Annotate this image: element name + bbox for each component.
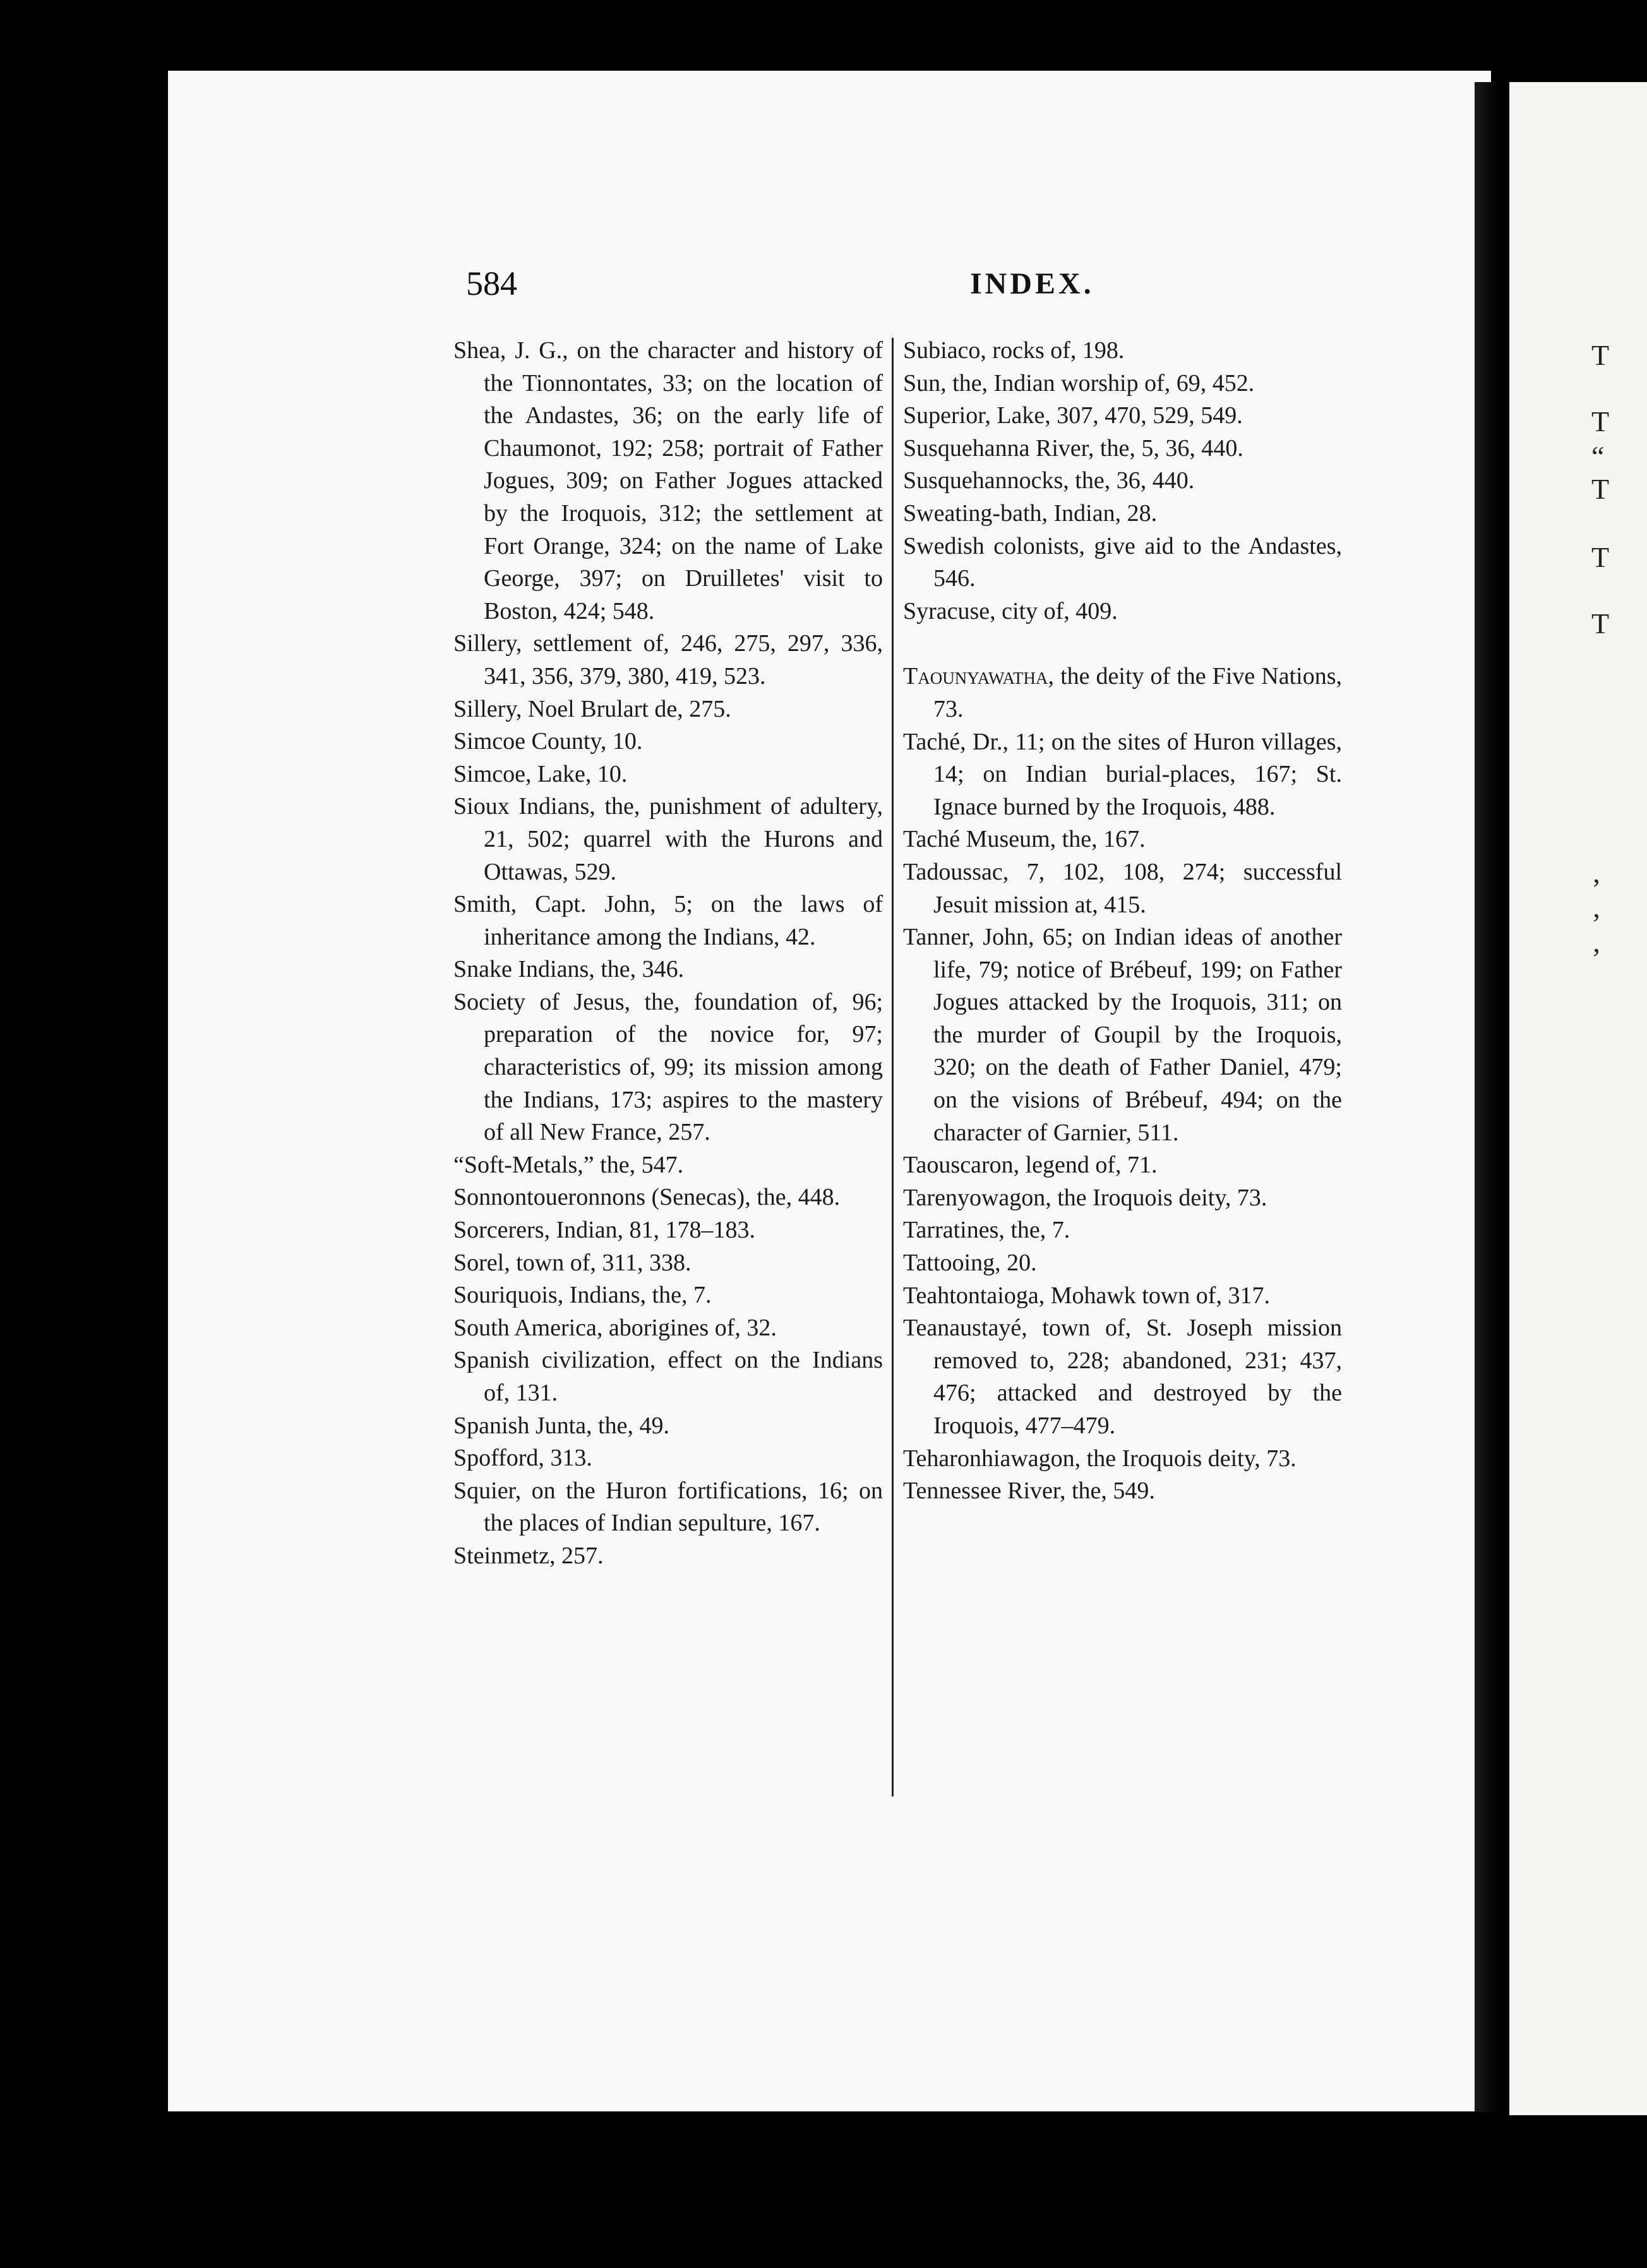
index-entry: Spanish Junta, the, 49.: [453, 1412, 669, 1439]
index-entry: Simcoe, Lake, 10.: [453, 760, 628, 787]
index-entry: Sioux Indians, the, punishment of adultery, 21, 502; quarrel with the Hurons and Ottawas, 529.: [453, 793, 883, 885]
index-entry: Superior, Lake, 307, 470, 529, 549.: [903, 402, 1243, 429]
column-rule: [892, 338, 894, 1796]
gutter-shadow: [1475, 82, 1500, 2112]
index-entry: Susquehanna River, the, 5, 36, 440.: [903, 434, 1243, 462]
page-number: 584: [466, 265, 517, 302]
index-entry: Tarratines, the, 7.: [903, 1217, 1070, 1244]
index-heading-small-caps: Taounyawatha: [903, 663, 1048, 690]
facing-page-letter: ’: [1591, 907, 1602, 940]
index-entry: South America, aborigines of, 32.: [453, 1314, 777, 1341]
facing-page-letter: T: [1591, 473, 1610, 505]
index-column-left: [453, 335, 883, 1573]
index-entry: Taché Museum, the, 167.: [903, 826, 1146, 853]
index-column-right: [903, 335, 1342, 1508]
facing-page-letter: “: [1591, 440, 1605, 472]
index-entry: Sweating-bath, Indian, 28.: [903, 499, 1158, 527]
index-entry-text: , the deity of the Five Nations, 73.: [933, 663, 1342, 722]
index-entry: “Soft-Metals,” the, 547.: [453, 1151, 684, 1178]
index-entry: Swedish colonists, give aid to the Andastes, 546.: [903, 532, 1342, 592]
index-entry: Sorel, town of, 311, 338.: [453, 1249, 692, 1276]
index-entry: Teanaustayé, town of, St. Joseph mission removed to, 228; abandoned, 231; 437, 476; attacked and destroyed by the Iroquois, 477–479.: [903, 1315, 1342, 1439]
page-header: [296, 264, 1357, 308]
index-entry: Sonnontoueronnons (Senecas), the, 448.: [453, 1184, 841, 1211]
index-entry: Squier, on the Huron fortifications, 16; on the places of Indian sepulture, 167.: [453, 1477, 883, 1537]
index-entry: Teahtontaioga, Mohawk town of, 317.: [903, 1282, 1270, 1309]
facing-page-letter: T: [1591, 405, 1610, 438]
index-entry: Simcoe County, 10.: [453, 728, 643, 755]
index-entry: Taouscaron, legend of, 71.: [903, 1152, 1158, 1179]
index-entry: Tadoussac, 7, 102, 108, 274; successful Jesuit mission at, 415.: [903, 858, 1342, 918]
index-entry: Sillery, settlement of, 246, 275, 297, 336, 341, 356, 379, 380, 419, 523.: [453, 630, 883, 689]
index-entry: Souriquois, Indians, the, 7.: [453, 1282, 712, 1309]
facing-page-letter: T: [1591, 541, 1610, 573]
index-entry: Syracuse, city of, 409.: [903, 597, 1118, 624]
index-entry: Spofford, 313.: [453, 1445, 592, 1472]
facing-page: [1509, 82, 1647, 2115]
running-head: INDEX.: [970, 267, 1094, 301]
index-entry: Tennessee River, the, 549.: [903, 1477, 1155, 1505]
index-entry: Susquehannocks, the, 36, 440.: [903, 467, 1195, 494]
index-entry: Taché, Dr., 11; on the sites of Huron villages, 14; on Indian burial-places, 167; St. Ignace burned by the Iroquois, 488.: [903, 728, 1342, 820]
index-entry: Smith, Capt. John, 5; on the laws of inheritance among the Indians, 42.: [453, 891, 883, 950]
index-entry: Sun, the, Indian worship of, 69, 452.: [903, 369, 1255, 397]
index-entry: Sillery, Noel Brulart de, 275.: [453, 695, 731, 722]
index-entry: Tattooing, 20.: [903, 1250, 1037, 1277]
index-entry: Tanner, John, 65; on Indian ideas of another life, 79; notice of Brébeuf, 199; on Father Jogues attacked by the Iroquois, 311; on the murder of Goupil by the Iroquois, 320; on the death of Father Daniel, 479; on the visions of Brébeuf, 494; on the character of Garnier, 511.: [903, 924, 1342, 1146]
facing-page-letter: ’: [1591, 873, 1602, 905]
index-entry: Subiaco, rocks of, 198.: [903, 337, 1125, 364]
facing-page-letter: T: [1591, 607, 1610, 640]
index-entry: Steinmetz, 257.: [453, 1542, 604, 1569]
index-entry-taounyawatha: [903, 660, 1342, 725]
facing-page-letter: T: [1591, 339, 1610, 371]
index-entry: Snake Indians, the, 346.: [453, 956, 685, 983]
index-entry: Tarenyowagon, the Iroquois deity, 73.: [903, 1184, 1267, 1211]
index-entry: Spanish civilization, effect on the Indians of, 131.: [453, 1347, 883, 1406]
index-entry: Shea, J. G., on the character and history of the Tionnontates, 33; on the location of the Andastes, 36; on the early life of Chaumonot, 192; 258; portrait of Father Jogues, 309; on Father Jogues attacked by the Iroquois, 312; the settlement at Fort Orange, 324; on the name of Lake George, 397; on Druilletes' visit to Boston, 424; 548.: [453, 337, 883, 624]
index-entry: Sorcerers, Indian, 81, 178–183.: [453, 1217, 756, 1244]
index-entry: Teharonhiawagon, the Iroquois deity, 73.: [903, 1445, 1297, 1472]
index-entry: Society of Jesus, the, foundation of, 96; preparation of the novice for, 97; characteristics of, 99; its mission among the Indians, 173; aspires to the mastery of all New France, 257.: [453, 988, 883, 1146]
facing-page-letter: ’: [1591, 942, 1602, 974]
